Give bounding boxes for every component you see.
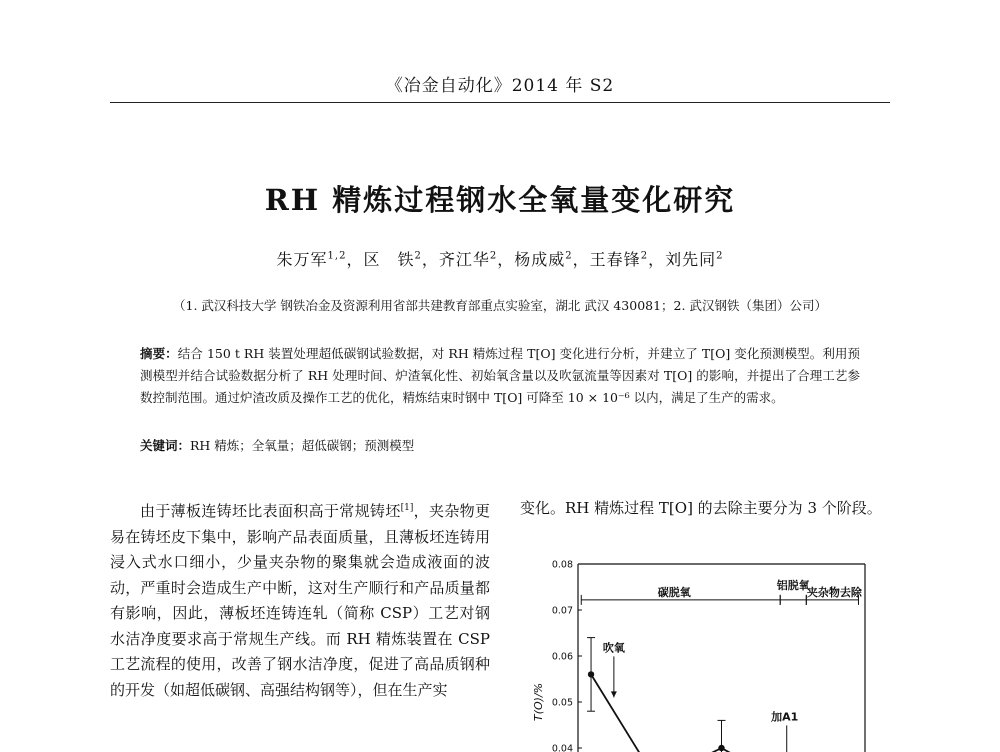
abstract xyxy=(140,343,860,409)
author: 杨成威$^2$， xyxy=(514,250,589,269)
author-name: 区 铁 xyxy=(363,250,414,269)
body-text: 由于薄板连铸坯比表面积高于常规铸坯 xyxy=(140,502,401,520)
author-affiliation-mark: 2 xyxy=(414,251,421,262)
author: 朱万军$^{1,2}$， xyxy=(277,250,364,269)
journal-header: 《冶金自动化》2014 年 S2 xyxy=(0,71,1000,96)
y-axis-label: T(O)/% xyxy=(532,683,545,721)
annotation-label: 加A1 xyxy=(771,709,798,723)
paper-title: RH 精炼过程钢水全氧量变化研究 xyxy=(0,178,1000,219)
header-rule xyxy=(110,102,890,103)
keywords xyxy=(140,436,860,454)
oxygen-chart xyxy=(520,552,890,752)
stage-label: 铝脱氧 xyxy=(777,578,811,592)
y-tick-label: 0.04 xyxy=(552,744,573,752)
author xyxy=(665,250,723,269)
citation[interactable]: [1] xyxy=(401,503,414,513)
body-column-right xyxy=(520,496,900,522)
body-paragraph xyxy=(110,496,490,703)
stage-label: 夹杂物去除 xyxy=(807,585,863,599)
chart-marks xyxy=(581,578,863,752)
author-name: 王春锋 xyxy=(590,250,641,269)
annotation-arrowhead xyxy=(611,691,617,697)
author-affiliation-mark: 2 xyxy=(641,251,648,262)
series-line xyxy=(591,674,796,752)
data-point xyxy=(588,671,594,677)
author-name: 杨成威 xyxy=(514,250,565,269)
author-affiliation-mark: 2 xyxy=(716,251,723,262)
author-name: 朱万军 xyxy=(277,250,328,269)
stage-label: 碳脱氧 xyxy=(658,585,692,599)
author-name: 刘先同 xyxy=(665,250,716,269)
author-affiliation-mark: 2 xyxy=(565,251,572,262)
body-column-left xyxy=(110,496,490,703)
body-text: ，夹杂物更易在铸坯皮下集中，影响产品表面质量，且薄板坯连铸用浸入式水口细小，少量夹杂物的聚集就会造成液面的波动，严重时会造成生产中断，这对生产顺行和产品质量都有影响，因此，薄板坯连铸连轧（简称 CSP）工艺对钢水洁净度要求高于常规生产线。而 RH 精炼装置在 CSP 工艺流程的使用，改善了钢水洁净度，促进了高品质钢种的开发（如超低碳钢、高强结构钢等），但在生产实 xyxy=(110,502,490,699)
y-tick-label: 0.06 xyxy=(552,652,573,663)
body-paragraph: 变化。RH 精炼过程 T[O] 的去除主要分为 3 个阶段。 xyxy=(520,496,900,522)
abstract-text: 结合 150 t RH 装置处理超低碳钢试验数据，对 RH 精炼过程 T[O] 变化进行分析，并建立了 T[O] 变化预测模型。利用预测模型并结合试验数据分析了 RH 处理时间、炉渣氧化性、初始氧含量以及吹氩流量等因素对 T[O] 的影响，并提出了合理工艺参数控制范围。通过炉渣改质及操作工艺的优化，精炼结束时钢中 T[O] 可降至 10 × 10⁻⁶ 以内，满足了生产的需求。 xyxy=(140,346,860,405)
annotation-label: 吹氧 xyxy=(603,640,626,654)
author-name: 齐江华 xyxy=(439,250,490,269)
author: 区 铁$^2$， xyxy=(363,250,438,269)
author: 齐江华$^2$， xyxy=(439,250,514,269)
keywords-text: RH 精炼；全氧量；超低碳钢；预测模型 xyxy=(190,438,414,453)
y-tick-label: 0.08 xyxy=(552,560,573,571)
author-list xyxy=(0,247,1000,270)
author-affiliation-mark: 2 xyxy=(490,251,497,262)
keywords-label: 关键词： xyxy=(140,438,190,453)
abstract-label: 摘要： xyxy=(140,346,178,361)
y-tick-label: 0.07 xyxy=(552,606,573,617)
y-tick-label: 0.05 xyxy=(552,698,573,709)
author-affiliation-mark: 1,2 xyxy=(328,251,347,262)
data-point xyxy=(718,745,724,751)
author: 王春锋$^2$， xyxy=(590,250,665,269)
affiliation: （1. 武汉科技大学 钢铁冶金及资源利用省部共建教育部重点实验室，湖北 武汉 430081；2. 武汉钢铁（集团）公司） xyxy=(110,296,890,314)
